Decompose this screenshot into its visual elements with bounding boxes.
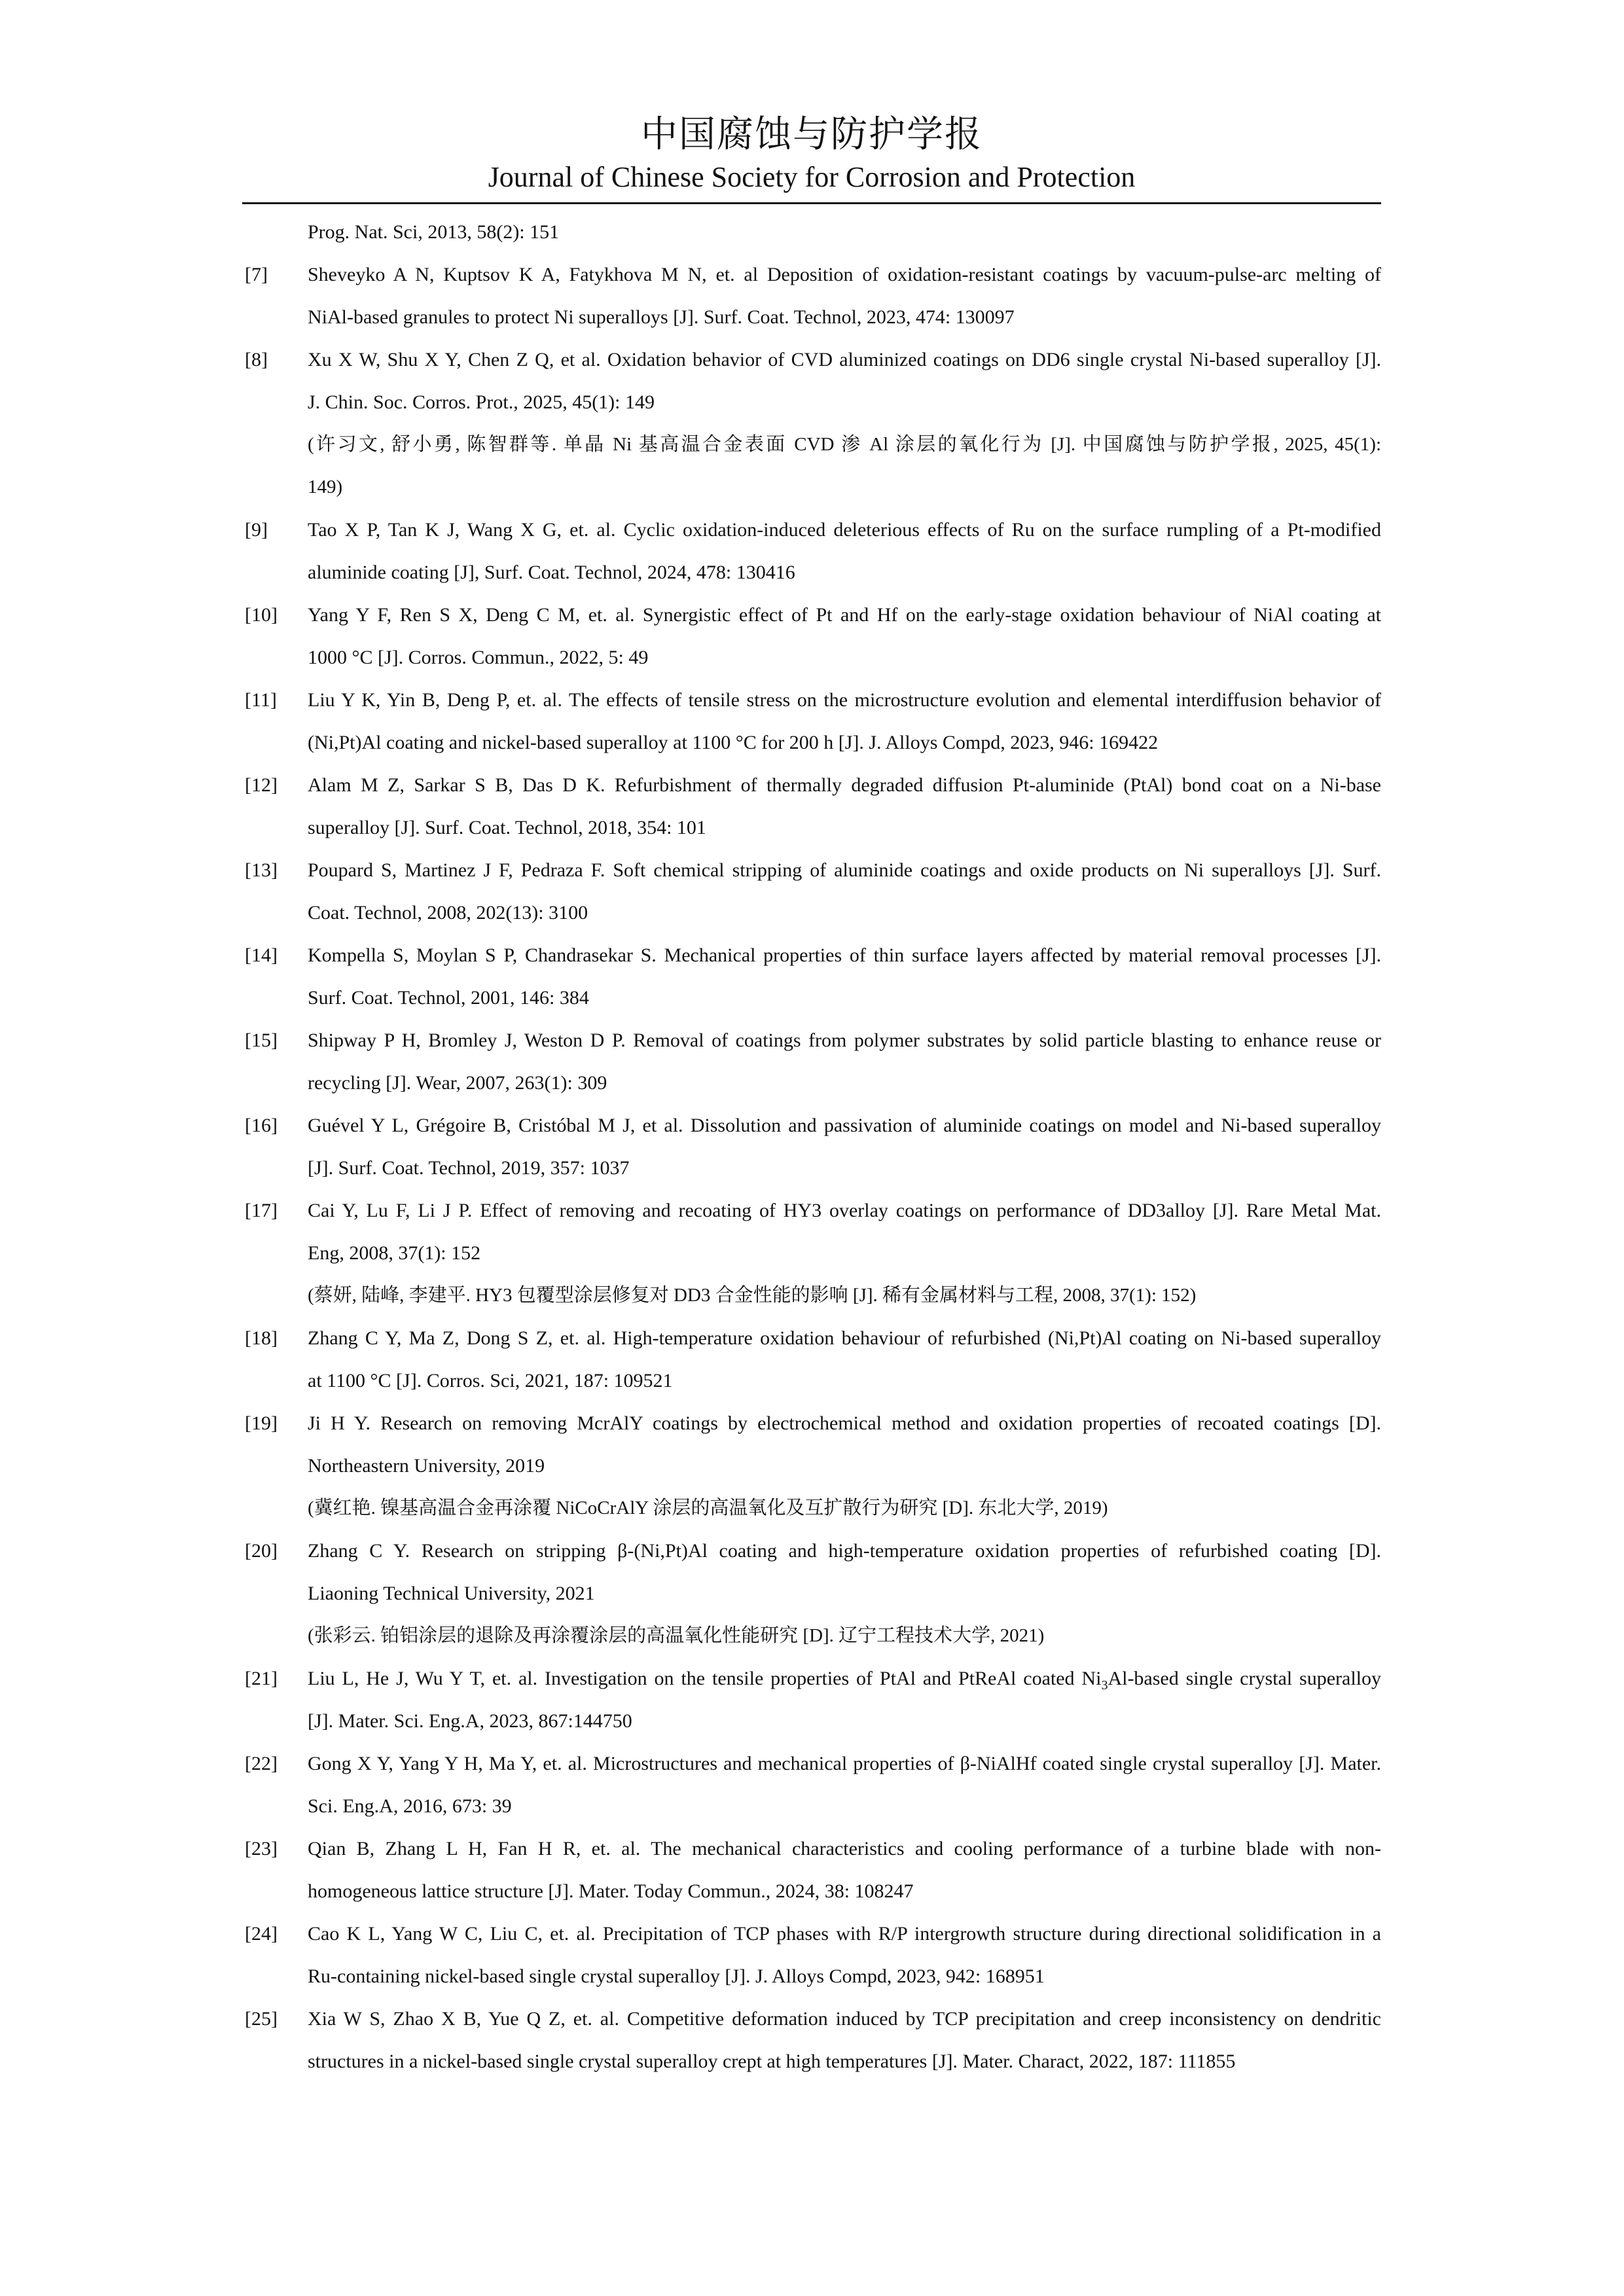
reference-number: [15] bbox=[245, 1030, 278, 1051]
reference-text-line: Prog. Nat. Sci, 2013, 58(2): 151 bbox=[308, 221, 560, 243]
reference-item bbox=[242, 934, 1381, 1019]
reference-item bbox=[242, 1019, 1381, 1104]
header-rule bbox=[242, 202, 1381, 204]
reference-text-line: Shipway P H, Bromley J, Weston D P. Removal of coatings from polymer substrates by solid particle blasting to enhance reuse or bbox=[308, 1030, 1381, 1051]
reference-number: [8] bbox=[245, 349, 268, 370]
reference-text-line: Ru-containing nickel-based single crystal superalloy [J]. J. Alloys Compd, 2023, 942: 168951 bbox=[308, 1965, 1045, 1987]
reference-item bbox=[242, 211, 1381, 253]
reference-item bbox=[242, 764, 1381, 849]
reference-number: [25] bbox=[245, 2008, 278, 2030]
reference-item bbox=[242, 1317, 1381, 1402]
reference-item bbox=[242, 679, 1381, 764]
reference-text-line: at 1100 °C [J]. Corros. Sci, 2021, 187: 109521 bbox=[308, 1370, 673, 1391]
reference-text-line: J. Chin. Soc. Corros. Prot., 2025, 45(1): 149 bbox=[308, 391, 655, 413]
reference-text-line: Poupard S, Martinez J F, Pedraza F. Soft chemical stripping of aluminide coatings and oxide products on Ni superalloys [J]. Surf. bbox=[308, 859, 1381, 881]
journal-title-en: Journal of Chinese Society for Corrosion and Protection bbox=[488, 161, 1136, 193]
reference-text-line: (Ni,Pt)Al coating and nickel-based superalloy at 1100 °C for 200 h [J]. J. Alloys Compd, 2023, 946: 169422 bbox=[308, 732, 1159, 753]
reference-item bbox=[242, 849, 1381, 934]
journal-header bbox=[242, 110, 1381, 195]
reference-text-line: Tao X P, Tan K J, Wang X G, et. al. Cyclic oxidation-induced deleterious effects of Ru on the surface rumpling of a Pt-modified bbox=[308, 519, 1381, 541]
reference-text-line: Xia W S, Zhao X B, Yue Q Z, et. al. Competitive deformation induced by TCP precipitation and creep inconsistency on dendritic bbox=[308, 2008, 1381, 2030]
reference-number: [16] bbox=[245, 1115, 278, 1136]
reference-text-line: aluminide coating [J], Surf. Coat. Technol, 2024, 478: 130416 bbox=[308, 562, 795, 583]
reference-text-line: Liu Y K, Yin B, Deng P, et. al. The effects of tensile stress on the microstructure evolution and elemental interdiffusion behavior of bbox=[308, 689, 1381, 711]
reference-text-line: NiAl-based granules to protect Ni superalloys [J]. Surf. Coat. Technol, 2023, 474: 130097 bbox=[308, 306, 1015, 328]
reference-number: [20] bbox=[245, 1540, 278, 1562]
reference-number: [14] bbox=[245, 944, 278, 966]
reference-text-line: Eng, 2008, 37(1): 152 bbox=[308, 1242, 481, 1264]
reference-item bbox=[242, 594, 1381, 679]
reference-number: [7] bbox=[245, 264, 268, 285]
reference-number: [22] bbox=[245, 1753, 278, 1774]
reference-number: [9] bbox=[245, 519, 268, 541]
journal-title-cn: 中国腐蚀与防护学报 bbox=[641, 113, 983, 156]
reference-translation-line: (张彩云. 铂铝涂层的退除及再涂覆涂层的高温氧化性能研究 [D]. 辽宁工程技术大学, 2021) bbox=[308, 1625, 1045, 1646]
reference-text-line: homogeneous lattice structure [J]. Mater. Today Commun., 2024, 38: 108247 bbox=[308, 1880, 914, 1902]
reference-item bbox=[242, 1530, 1381, 1657]
reference-text-line: Qian B, Zhang L H, Fan H R, et. al. The mechanical characteristics and cooling performance of a turbine blade with non- bbox=[308, 1838, 1381, 1859]
reference-number: [23] bbox=[245, 1838, 278, 1859]
reference-number: [19] bbox=[245, 1412, 278, 1434]
reference-text-line: Cai Y, Lu F, Li J P. Effect of removing and recoating of HY3 overlay coatings on performance of DD3alloy [J]. Rare Metal Mat. bbox=[308, 1200, 1381, 1221]
reference-text-line: Sci. Eng.A, 2016, 673: 39 bbox=[308, 1795, 512, 1817]
reference-text-line: Liaoning Technical University, 2021 bbox=[308, 1583, 595, 1604]
reference-text-line: Zhang C Y. Research on stripping β-(Ni,Pt)Al coating and high-temperature oxidation properties of refurbished coating [D]. bbox=[308, 1540, 1381, 1562]
reference-item bbox=[242, 253, 1381, 338]
reference-number: [11] bbox=[245, 689, 277, 711]
reference-text-line: Xu X W, Shu X Y, Chen Z Q, et al. Oxidation behavior of CVD aluminized coatings on DD6 single crystal Ni-based superalloy [J]. bbox=[308, 349, 1381, 370]
reference-item bbox=[242, 1827, 1381, 1912]
reference-text-line: [J]. Mater. Sci. Eng.A, 2023, 867:144750 bbox=[308, 1710, 632, 1732]
reference-number: [12] bbox=[245, 774, 278, 796]
reference-number: [10] bbox=[245, 604, 278, 626]
reference-text-line: Kompella S, Moylan S P, Chandrasekar S. Mechanical properties of thin surface layers affected by material removal processes [J]. bbox=[308, 944, 1381, 966]
reference-text-line: structures in a nickel-based single crystal superalloy crept at high temperatures [J]. Mater. Charact, 2022, 187: 111855 bbox=[308, 2051, 1236, 2072]
reference-text-line: Yang Y F, Ren S X, Deng C M, et. al. Synergistic effect of Pt and Hf on the early-stage oxidation behaviour of NiAl coating at bbox=[308, 604, 1381, 626]
reference-item bbox=[242, 1742, 1381, 1827]
reference-text-line: Zhang C Y, Ma Z, Dong S Z, et. al. High-temperature oxidation behaviour of refurbished (Ni,Pt)Al coating on Ni-based superalloy bbox=[308, 1327, 1381, 1349]
reference-text-line: 1000 °C [J]. Corros. Commun., 2022, 5: 49 bbox=[308, 647, 649, 668]
reference-text-line: Guével Y L, Grégoire B, Cristóbal M J, et al. Dissolution and passivation of aluminide coatings on model and Ni-based superalloy bbox=[308, 1115, 1381, 1136]
reference-item bbox=[242, 1189, 1381, 1317]
reference-translation-line: (蔡妍, 陆峰, 李建平. HY3 包覆型涂层修复对 DD3 合金性能的影响 [J]. 稀有金属材料与工程, 2008, 37(1): 152) bbox=[308, 1285, 1197, 1306]
reference-number: [24] bbox=[245, 1923, 278, 1945]
reference-item bbox=[242, 1912, 1381, 1998]
reference-item bbox=[242, 1104, 1381, 1189]
reference-text-line: Coat. Technol, 2008, 202(13): 3100 bbox=[308, 902, 588, 924]
reference-text-line: Liu L, He J, Wu Y T, et. al. Investigation on the tensile properties of PtAl and PtReAl coated $Ni_3Al$-based single crystal superalloy bbox=[308, 1668, 1381, 1693]
reference-item bbox=[242, 1998, 1381, 2083]
reference-text-line: Cao K L, Yang W C, Liu C, et. al. Precipitation of TCP phases with R/P intergrowth structure during directional solidification in a bbox=[308, 1923, 1381, 1945]
reference-text-line: Surf. Coat. Technol, 2001, 146: 384 bbox=[308, 987, 589, 1009]
reference-list bbox=[242, 211, 1381, 2083]
reference-text-line: [J]. Surf. Coat. Technol, 2019, 357: 1037 bbox=[308, 1157, 630, 1179]
reference-item bbox=[242, 509, 1381, 594]
reference-text-line: Gong X Y, Yang Y H, Ma Y, et. al. Microstructures and mechanical properties of β-NiAlHf coated single crystal superalloy [J]. Mater. bbox=[308, 1753, 1381, 1774]
reference-number: [21] bbox=[245, 1668, 278, 1689]
reference-item bbox=[242, 338, 1381, 509]
reference-text-line: superalloy [J]. Surf. Coat. Technol, 2018, 354: 101 bbox=[308, 817, 706, 838]
reference-text-line: recycling [J]. Wear, 2007, 263(1): 309 bbox=[308, 1072, 607, 1094]
reference-item bbox=[242, 1657, 1381, 1742]
reference-translation-line: 149) bbox=[308, 476, 343, 497]
reference-number: [17] bbox=[245, 1200, 278, 1221]
reference-translation-line: (冀红艳. 镍基高温合金再涂覆 NiCoCrAlY 涂层的高温氧化及互扩散行为研究 [D]. 东北大学, 2019) bbox=[308, 1498, 1108, 1518]
reference-item bbox=[242, 1402, 1381, 1530]
reference-text-line: Sheveyko A N, Kuptsov K A, Fatykhova M N, et. al Deposition of oxidation-resistant coatings by vacuum-pulse-arc melting of bbox=[308, 264, 1381, 285]
reference-number: [18] bbox=[245, 1327, 278, 1349]
reference-translation-line: (许习文, 舒小勇, 陈智群等. 单晶 Ni 基高温合金表面 CVD 渗 Al 涂层的氧化行为 [J]. 中国腐蚀与防护学报, 2025, 45(1): bbox=[308, 434, 1381, 455]
reference-text-line: Northeastern University, 2019 bbox=[308, 1455, 545, 1477]
reference-text-line: Alam M Z, Sarkar S B, Das D K. Refurbishment of thermally degraded diffusion Pt-aluminide (PtAl) bond coat on a Ni-base bbox=[308, 774, 1381, 796]
reference-text-line: Ji H Y. Research on removing McrAlY coatings by electrochemical method and oxidation properties of recoated coatings [D]. bbox=[308, 1412, 1381, 1434]
reference-number: [13] bbox=[245, 859, 278, 881]
